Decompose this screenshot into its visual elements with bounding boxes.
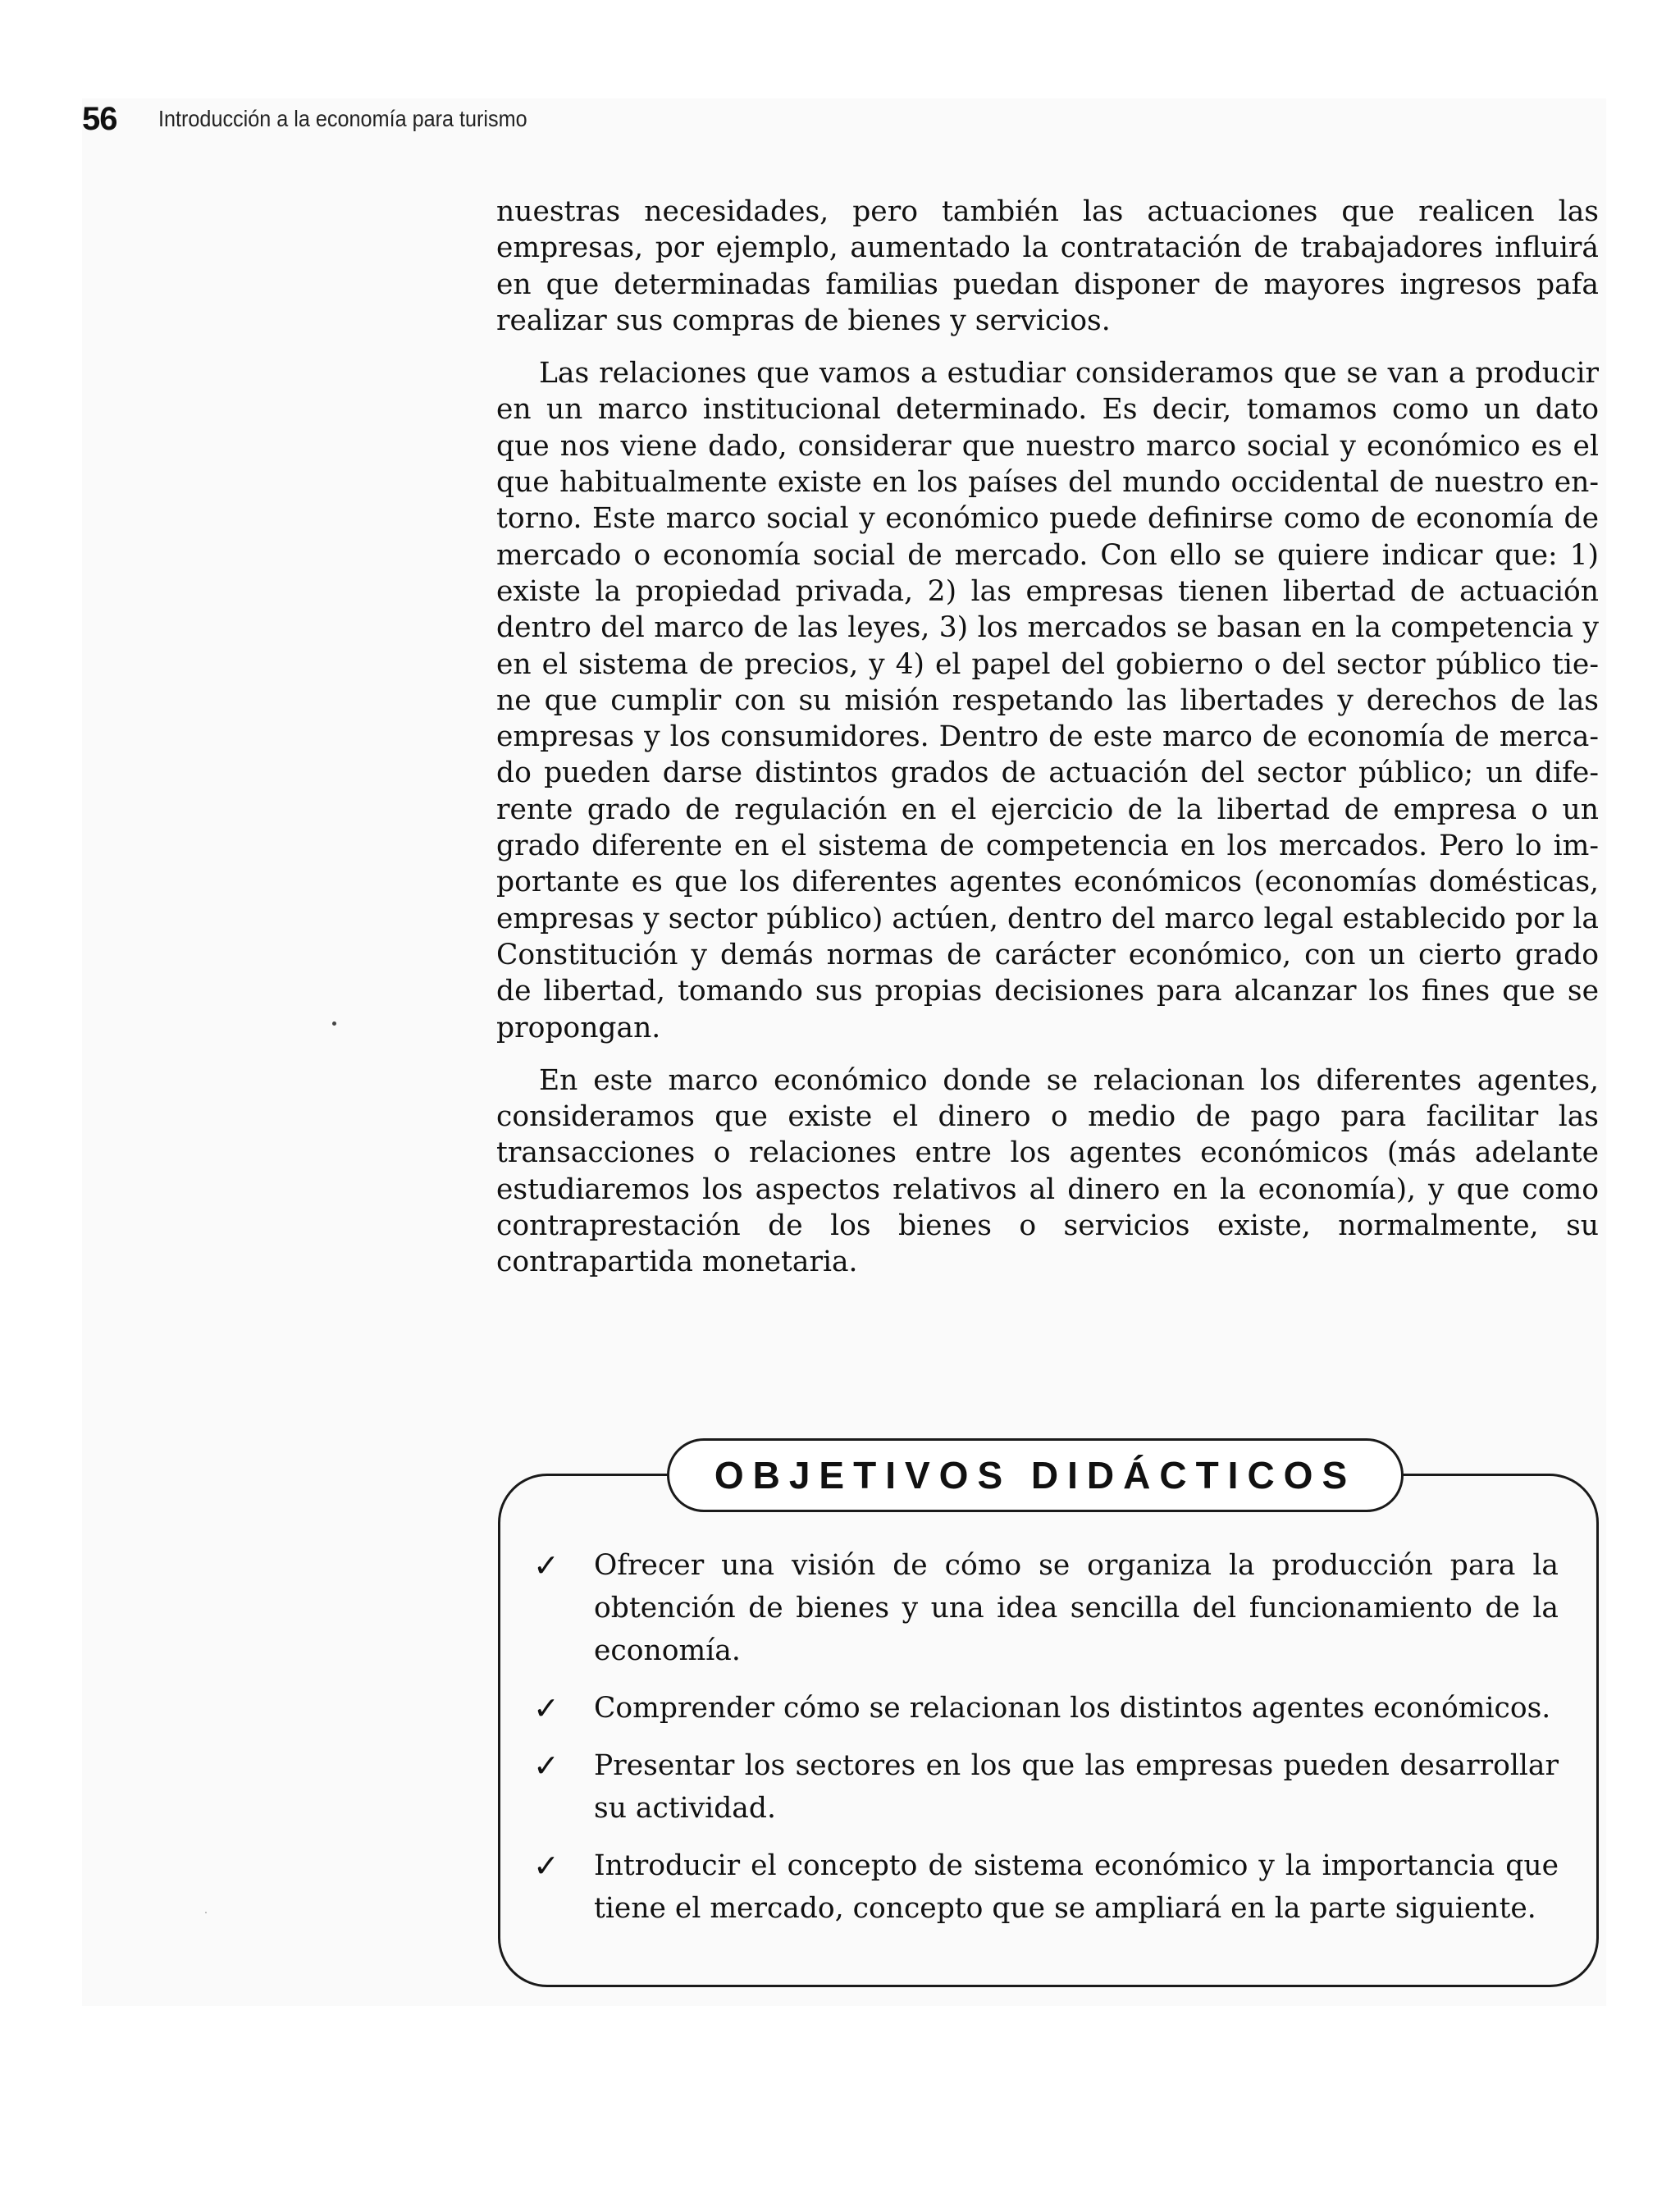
check-icon: ✓ (533, 1848, 559, 1884)
objective-item (533, 1544, 1559, 1672)
objectives-list (533, 1544, 1559, 1945)
check-icon: ✓ (533, 1690, 559, 1726)
objective-item (533, 1687, 1559, 1730)
check-icon: ✓ (533, 1547, 559, 1584)
page-number: 56 (82, 100, 117, 137)
objective-text: Comprender cómo se relacionan los distintos agentes económicos. (594, 1692, 1551, 1725)
paragraph-1: nuestras necesidades, pero también las actuaciones que realicen las empresas, por ejemplo, aumentado la contratación de trabajadores influirá en que determinadas familias puedan disponer de mayores ingresos pafa realizar sus compras de bienes y servicios. (496, 195, 1599, 337)
body-text (496, 194, 1599, 1297)
objective-item (533, 1744, 1559, 1830)
check-icon: ✓ (533, 1748, 559, 1784)
margin-mark (205, 1912, 207, 1913)
running-title: Introducción a la economía para turismo (158, 106, 527, 131)
objective-text: Introducir el concepto de sistema económico y la importancia que tiene el mercado, concepto que se ampliará en la parte siguiente. (594, 1849, 1559, 1925)
margin-mark (332, 1021, 336, 1026)
objective-text: Ofrecer una visión de cómo se organiza la producción para la obtención de bienes y una idea sencilla del funcionamiento de la economía. (594, 1549, 1559, 1667)
objective-text: Presentar los sectores en los que las empresas pueden desarrollar su actividad. (594, 1749, 1559, 1825)
paragraph-3: En este marco económico donde se relacionan los diferentes agentes, consideramos que existe el dinero o medio de pago para facilitar las transacciones o relaciones entre los agentes económicos (más adelante estudiaremos los aspectos relativos al dinero en la economía), y que como contraprestación de los bienes o servicios existe, normalmente, su contrapartida monetaria. (496, 1063, 1599, 1279)
running-header (82, 98, 568, 139)
objectives-title-banner (667, 1438, 1404, 1512)
objective-item (533, 1844, 1559, 1930)
objectives-title: OBJETIVOS DIDÁCTICOS (714, 1454, 1357, 1497)
paragraph-2: Las relaciones que vamos a estudiar consideramos que se van a producir en un marco institucional determinado. Es decir, tomamos como un dato que nos viene dado, considerar que nuestro marco social y económico es el que habitualmente existe en los países del mundo occidental de nuestro entorno. Este marco social y económico puede definirse como de economía de mercado o economía social de mercado. Con ello se quiere indicar que: 1) existe la propiedad privada, 2) las empresas tienen libertad de actuación dentro del marco de las leyes, 3) los mercados se basan en la competencia y en el sistema de precios, y 4) el papel del gobierno o del sector público tiene que cumplir con su misión respetando las libertades y derechos de las empresas y los consumidores. Dentro de este marco de economía de mercado pueden darse distintos grados de actuación del sector público; un diferente grado de regulación en el ejercicio de la libertad de empresa o un grado diferente en el sistema de competencia en los mercados. Pero lo importante es que los diferentes agentes económicos (economías domésticas, empresas y sector público) actúen, dentro del marco legal establecido por la Constitución y demás normas de carácter económico, con un cierto grado de libertad, tomando sus propias decisiones para alcanzar los fines que se propongan. (496, 357, 1599, 1044)
